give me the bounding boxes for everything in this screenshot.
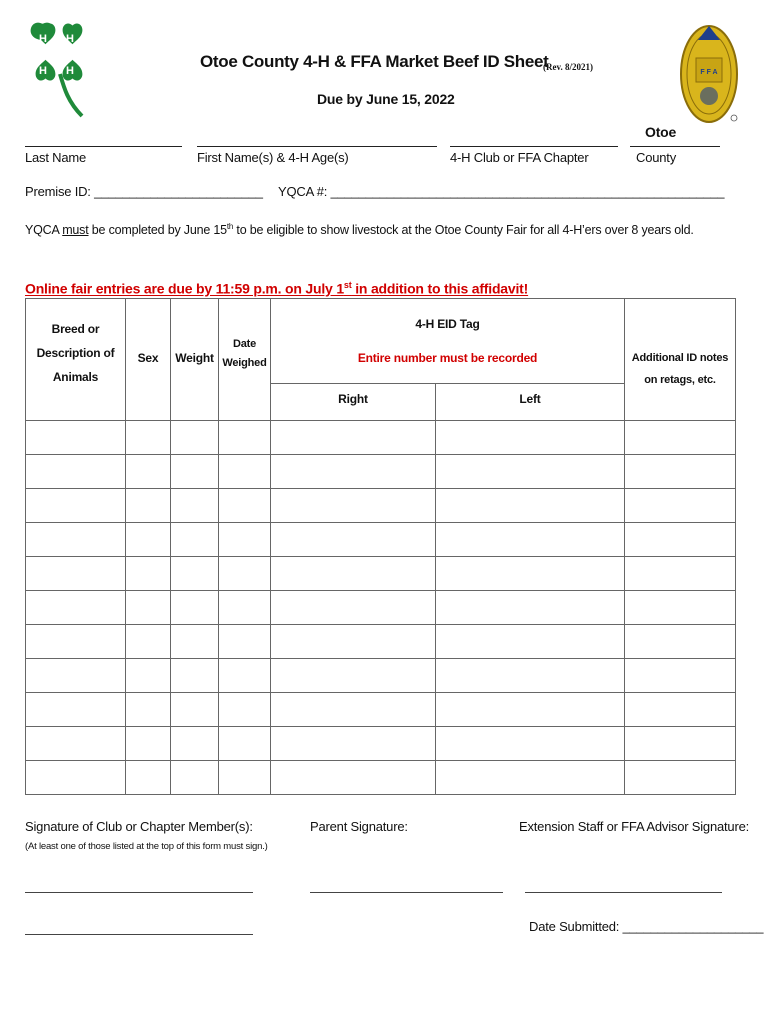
sex-cell[interactable] xyxy=(126,421,171,455)
sex-cell[interactable] xyxy=(126,455,171,489)
weight-cell[interactable] xyxy=(171,727,219,761)
notes-cell[interactable] xyxy=(625,523,736,557)
notes-cell[interactable] xyxy=(625,455,736,489)
date-cell[interactable] xyxy=(219,625,271,659)
left-tag-cell[interactable] xyxy=(436,727,625,761)
notice-must: must xyxy=(62,223,89,238)
parent-signature-label: Parent Signature: xyxy=(310,819,408,834)
staff-signature-label: Extension Staff or FFA Advisor Signature: xyxy=(519,819,750,834)
clover-letter: H xyxy=(39,65,47,77)
right-tag-cell[interactable] xyxy=(271,727,436,761)
breed-cell[interactable] xyxy=(26,421,126,455)
eid-title: 4-H EID Tag xyxy=(415,317,480,331)
last-name-label: Last Name xyxy=(25,150,87,165)
right-tag-header: Right xyxy=(338,392,368,406)
date-cell[interactable] xyxy=(219,761,271,795)
notes-cell[interactable] xyxy=(625,659,736,693)
member-signature-line-2[interactable] xyxy=(25,934,253,935)
member-signature-note: (At least one of those listed at the top of this form must sign.) xyxy=(25,841,268,852)
table-row xyxy=(26,727,736,761)
weight-cell[interactable] xyxy=(171,591,219,625)
notes-header-text: Additional ID notes on retags, etc. xyxy=(631,352,729,386)
sex-cell[interactable] xyxy=(126,591,171,625)
revision-label: (Rev. 8/2021) xyxy=(543,62,593,72)
date-cell[interactable] xyxy=(219,523,271,557)
notice-text: be completed by June 15 xyxy=(88,223,227,238)
left-tag-cell[interactable] xyxy=(436,455,625,489)
breed-cell[interactable] xyxy=(26,557,126,591)
last-name-line[interactable] xyxy=(25,146,182,147)
eid-tag-header xyxy=(271,299,625,421)
left-tag-cell[interactable] xyxy=(436,591,625,625)
breed-cell[interactable] xyxy=(26,523,126,557)
yqca-notice xyxy=(25,222,694,237)
online-entries-notice xyxy=(25,280,528,297)
weighed-header-text: Weighed xyxy=(222,357,267,369)
breed-cell[interactable] xyxy=(26,489,126,523)
notes-cell[interactable] xyxy=(625,421,736,455)
right-tag-cell[interactable] xyxy=(271,523,436,557)
ffa-emblem-logo xyxy=(678,18,740,126)
date-cell[interactable] xyxy=(219,727,271,761)
premise-id-field[interactable]: Premise ID: ________________________ xyxy=(25,184,263,199)
left-tag-cell[interactable] xyxy=(436,625,625,659)
sex-cell[interactable] xyxy=(126,659,171,693)
notes-cell[interactable] xyxy=(625,727,736,761)
breed-cell[interactable] xyxy=(26,625,126,659)
sex-cell[interactable] xyxy=(126,693,171,727)
breed-header xyxy=(26,299,126,421)
notes-cell[interactable] xyxy=(625,625,736,659)
weight-header-text: Weight xyxy=(175,351,214,365)
date-submitted-field[interactable]: Date Submitted: ____________________ xyxy=(529,919,764,934)
date-cell[interactable] xyxy=(219,557,271,591)
sex-cell[interactable] xyxy=(126,625,171,659)
breed-cell[interactable] xyxy=(26,591,126,625)
left-tag-cell[interactable] xyxy=(436,489,625,523)
right-tag-cell[interactable] xyxy=(271,557,436,591)
right-tag-cell[interactable] xyxy=(271,761,436,795)
table-row xyxy=(26,489,736,523)
date-cell[interactable] xyxy=(219,591,271,625)
notes-cell[interactable] xyxy=(625,489,736,523)
table-row xyxy=(26,659,736,693)
sex-cell[interactable] xyxy=(126,557,171,591)
breed-cell[interactable] xyxy=(26,659,126,693)
weight-cell[interactable] xyxy=(171,421,219,455)
clover-letter: H xyxy=(39,33,47,45)
breed-header-text: Breed or Description of Animals xyxy=(36,322,115,384)
left-tag-cell[interactable] xyxy=(436,659,625,693)
sex-cell[interactable] xyxy=(126,489,171,523)
staff-signature-line[interactable] xyxy=(525,892,722,893)
weight-cell[interactable] xyxy=(171,693,219,727)
date-weighed-header xyxy=(219,299,271,421)
breed-cell[interactable] xyxy=(26,761,126,795)
weight-cell[interactable] xyxy=(171,523,219,557)
left-tag-cell[interactable] xyxy=(436,761,625,795)
online-text: Online fair entries are due by 11:59 p.m. on July 1 xyxy=(25,280,344,297)
table-row xyxy=(26,761,736,795)
weight-cell[interactable] xyxy=(171,557,219,591)
weight-cell[interactable] xyxy=(171,455,219,489)
right-tag-cell[interactable] xyxy=(271,591,436,625)
sex-cell[interactable] xyxy=(126,523,171,557)
date-cell[interactable] xyxy=(219,489,271,523)
date-cell[interactable] xyxy=(219,693,271,727)
breed-cell[interactable] xyxy=(26,693,126,727)
right-tag-cell[interactable] xyxy=(271,659,436,693)
first-names-line[interactable] xyxy=(197,146,437,147)
left-tag-cell[interactable] xyxy=(436,523,625,557)
date-cell[interactable] xyxy=(219,421,271,455)
notice-text: to be eligible to show livestock at the Otoe County Fair for all 4-H’ers over 8 years old. xyxy=(233,223,694,238)
due-date: Due by June 15, 2022 xyxy=(317,91,455,107)
right-tag-cell[interactable] xyxy=(271,489,436,523)
sex-cell[interactable] xyxy=(126,727,171,761)
clover-letter: H xyxy=(66,65,74,77)
sex-header-text: Sex xyxy=(137,351,159,365)
breed-cell[interactable] xyxy=(26,727,126,761)
table-row xyxy=(26,693,736,727)
animal-id-table xyxy=(25,298,736,795)
table-row xyxy=(26,421,736,455)
notice-text: YQCA xyxy=(25,223,63,238)
weight-cell[interactable] xyxy=(171,489,219,523)
county-line[interactable] xyxy=(630,146,720,147)
left-tag-cell[interactable] xyxy=(436,693,625,727)
notes-cell[interactable] xyxy=(625,557,736,591)
date-header-text: Date xyxy=(232,338,257,350)
table-row xyxy=(26,455,736,489)
first-names-label: First Name(s) & 4-H Age(s) xyxy=(197,150,349,165)
clover-letter: H xyxy=(66,33,74,45)
member-signature-line[interactable] xyxy=(25,892,253,893)
right-tag-cell[interactable] xyxy=(271,693,436,727)
4h-clover-logo xyxy=(28,22,90,120)
weight-header xyxy=(171,299,219,421)
right-tag-cell[interactable] xyxy=(271,625,436,659)
county-value: Otoe xyxy=(645,124,677,140)
page-title: Otoe County 4-H & FFA Market Beef ID Sheet xyxy=(200,52,549,71)
table-row xyxy=(26,523,736,557)
online-sup: st xyxy=(343,280,352,290)
weight-cell[interactable] xyxy=(171,625,219,659)
left-tag-header: Left xyxy=(519,392,541,406)
weight-cell[interactable] xyxy=(171,659,219,693)
table-row xyxy=(26,591,736,625)
yqca-number-field[interactable]: YQCA #: ________________________________________________________ xyxy=(278,184,725,199)
breed-cell[interactable] xyxy=(26,455,126,489)
date-cell[interactable] xyxy=(219,659,271,693)
notes-cell[interactable] xyxy=(625,761,736,795)
left-tag-cell[interactable] xyxy=(436,421,625,455)
notes-cell[interactable] xyxy=(625,591,736,625)
parent-signature-line[interactable] xyxy=(310,892,503,893)
right-tag-cell[interactable] xyxy=(271,421,436,455)
table-row xyxy=(26,557,736,591)
entire-number-note: Entire number must be recorded xyxy=(357,351,538,365)
weight-cell[interactable] xyxy=(171,761,219,795)
table-row xyxy=(26,625,736,659)
left-tag-cell[interactable] xyxy=(436,557,625,591)
notes-cell[interactable] xyxy=(625,693,736,727)
online-text: in addition to this affidavit! xyxy=(351,280,529,297)
member-signature-label: Signature of Club or Chapter Member(s): xyxy=(25,819,253,834)
county-label: County xyxy=(636,150,676,165)
club-line[interactable] xyxy=(450,146,618,147)
date-cell[interactable] xyxy=(219,455,271,489)
right-tag-cell[interactable] xyxy=(271,455,436,489)
club-label: 4-H Club or FFA Chapter xyxy=(450,150,589,165)
notice-sup: th xyxy=(226,222,234,231)
sex-cell[interactable] xyxy=(126,761,171,795)
sex-header xyxy=(126,299,171,421)
notes-header xyxy=(625,299,736,421)
ffa-letters: F F A xyxy=(700,69,718,76)
